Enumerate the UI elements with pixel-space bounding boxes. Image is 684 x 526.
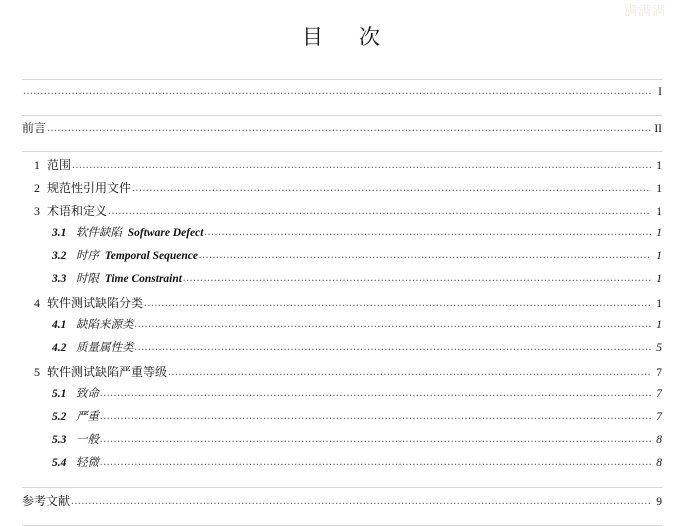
table-of-contents [22, 79, 662, 526]
toc-page-number: 8 [656, 434, 662, 446]
toc-leader [204, 227, 651, 239]
divider-references-top [22, 487, 662, 488]
toc-entry-number: 1 [34, 158, 40, 172]
toc-entry-number: 3.2 [52, 250, 67, 262]
toc-entry-foreword[interactable] [22, 122, 662, 145]
toc-entry-text: 时限 [76, 273, 99, 285]
toc-entry-number: 5.4 [52, 457, 67, 469]
toc-entry-5-4[interactable] [22, 458, 662, 481]
toc-entry-text: 严重 [76, 411, 99, 423]
toc-leader [71, 496, 651, 508]
toc-entry-label [52, 343, 134, 355]
toc-leader [144, 298, 651, 310]
toc-entry-label [34, 205, 107, 217]
toc-entry-text: 缺陷来源类 [76, 319, 134, 331]
toc-page-number: 8 [656, 457, 662, 469]
toc-page-number: 1 [656, 183, 662, 195]
toc-entry-label [52, 228, 203, 240]
toc-entry-label [52, 458, 99, 470]
watermark: 满满满 [623, 3, 666, 18]
toc-entry-number: 5 [34, 365, 40, 379]
toc-entry-5-1[interactable] [22, 389, 662, 412]
toc-entry-label [34, 366, 167, 378]
toc-page-number: 5 [656, 342, 662, 354]
toc-entry-text: 质量属性类 [76, 342, 134, 354]
toc-entry-3-3[interactable] [22, 274, 662, 297]
toc-page-number: 1 [656, 227, 662, 239]
toc-entry-4[interactable] [22, 297, 662, 320]
toc-entry-number: 3.3 [52, 273, 67, 285]
toc-entry-number: 5.1 [52, 388, 67, 400]
toc-page-number: II [654, 123, 662, 135]
toc-entry-number: 4.1 [52, 319, 67, 331]
toc-leader [100, 388, 651, 400]
toc-entry-number: 5.3 [52, 434, 67, 446]
toc-leader [168, 367, 651, 379]
toc-entry-label [52, 412, 99, 424]
toc-entry-number: 4 [34, 296, 40, 310]
toc-page-number: 1 [656, 273, 662, 285]
toc-entry-label [52, 435, 99, 447]
toc-page-number: 9 [656, 496, 662, 508]
divider-foreword-bottom [22, 151, 662, 152]
toc-entry-label [34, 159, 71, 171]
toc-page-number: 7 [656, 388, 662, 400]
toc-page-number: 1 [656, 206, 662, 218]
toc-entry-3-2[interactable] [22, 251, 662, 274]
toc-leader [47, 123, 651, 135]
toc-entry-text: 时序 [76, 250, 99, 262]
toc-entry-references[interactable] [22, 495, 662, 518]
toc-page-number: 7 [656, 367, 662, 379]
toc-entry-label [52, 251, 198, 263]
toc-entry-text: 软件缺陷 [76, 227, 122, 239]
toc-entry-number: 4.2 [52, 342, 67, 354]
toc-entry-text: 轻微 [76, 457, 99, 469]
toc-entry-text: 致命 [76, 388, 99, 400]
toc-entry-text: 术语和定义 [47, 204, 108, 218]
toc-entry-3[interactable] [22, 205, 662, 228]
toc-entry-5-3[interactable] [22, 435, 662, 458]
toc-entry-2[interactable] [22, 182, 662, 205]
toc-leader [100, 457, 651, 469]
toc-entry-1[interactable] [22, 159, 662, 182]
page-title [22, 0, 662, 51]
toc-entry-3-1[interactable] [22, 228, 662, 251]
toc-page-number: 7 [656, 411, 662, 423]
toc-page-number: 1 [656, 160, 662, 172]
toc-leader [183, 273, 651, 285]
toc-leader [72, 160, 651, 172]
toc-entry-number: 5.2 [52, 411, 67, 423]
toc-entry-4-1[interactable] [22, 320, 662, 343]
toc-leader [132, 183, 651, 195]
toc-entry-text: 规范性引用文件 [47, 181, 132, 195]
toc-entry-text-en: Temporal Sequence [104, 250, 198, 262]
toc-page-number: 1 [656, 298, 662, 310]
toc-entry-text-en: Software Defect [127, 227, 204, 239]
toc-entry-5[interactable] [22, 366, 662, 389]
toc-entry-number: 3 [34, 204, 40, 218]
toc-entry-number: 3.1 [52, 227, 67, 239]
toc-leader [108, 206, 651, 218]
divider-foreword-top [22, 115, 662, 116]
toc-leader [135, 342, 652, 354]
toc-entry-label [34, 182, 131, 194]
toc-entry-text: 一般 [76, 434, 99, 446]
toc-leader [100, 434, 651, 446]
toc-entry-label [52, 274, 182, 286]
toc-leader [100, 411, 651, 423]
toc-entry-label [52, 320, 134, 332]
toc-leader [23, 86, 651, 98]
toc-leader [135, 319, 652, 331]
toc-entry-text-en: Time Constraint [104, 273, 182, 285]
toc-entry-label: 前言 [22, 121, 47, 135]
divider-top [22, 79, 662, 80]
toc-entry-number: 2 [34, 181, 40, 195]
toc-entry-5-2[interactable] [22, 412, 662, 435]
toc-page-number: 1 [656, 319, 662, 331]
toc-page-number: I [658, 86, 662, 98]
page-title-left: 目 [302, 25, 325, 49]
toc-leader [199, 250, 651, 262]
toc-entry-label [34, 297, 143, 309]
toc-entry-front-blank[interactable] [22, 87, 662, 110]
toc-page-number: 1 [656, 250, 662, 262]
page-title-right: 次 [359, 25, 382, 49]
toc-entry-text: 软件测试缺陷严重等级 [47, 365, 168, 379]
toc-entry-label: 参考文献 [22, 494, 71, 508]
toc-entry-label [52, 389, 99, 401]
toc-entry-text: 范围 [47, 158, 72, 172]
toc-entry-text: 软件测试缺陷分类 [47, 296, 144, 310]
toc-entry-4-2[interactable] [22, 343, 662, 366]
